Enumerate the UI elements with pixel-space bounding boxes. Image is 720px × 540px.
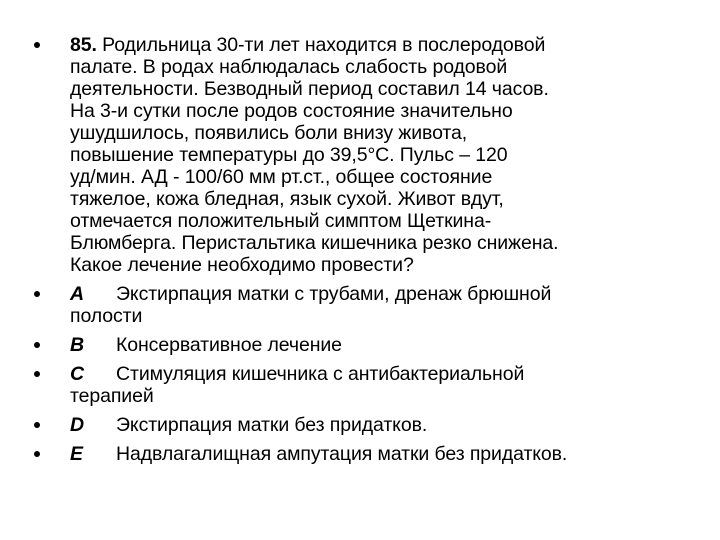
question-line-5: ушудшилось, появились боли внизу живота, (70, 122, 468, 144)
option-text: Стимуляция кишечника с антибактериальной (116, 363, 525, 385)
option-text-continued: полости (70, 305, 143, 327)
option-letter: C (70, 363, 84, 385)
option-text: Экстирпация матки без придатков. (116, 414, 428, 436)
question-line-8: тяжелое, кожа бледная, язык сухой. Живот вдут, (70, 188, 504, 210)
bullet-icon (34, 42, 40, 48)
bullet-icon (34, 451, 40, 457)
question-line-1: 85. Родильница 30-ти лет находится в послеродовой (70, 34, 546, 56)
question-line-9: отмечается положительный симптом Щеткина- (70, 210, 492, 232)
option-a (34, 283, 696, 327)
question-item (34, 34, 696, 276)
question-line-11: Какое лечение необходимо провести? (70, 254, 414, 276)
option-c (34, 363, 696, 407)
option-text-continued: терапией (70, 385, 154, 407)
question-line-4: На 3-и сутки после родов состояние значительно (70, 100, 513, 122)
option-text: Экстирпация матки с трубами, дренаж брюшной (116, 283, 552, 305)
bullet-icon (34, 371, 40, 377)
question-line-10: Блюмберга. Перистальтика кишечника резко снижена. (70, 232, 559, 254)
option-text: Консервативное лечение (116, 334, 342, 356)
question-number: 85. (70, 34, 97, 56)
option-d (34, 414, 696, 436)
bullet-icon (34, 291, 40, 297)
option-b (34, 334, 696, 356)
option-letter: B (70, 334, 84, 356)
option-letter: E (70, 443, 83, 465)
option-letter: D (70, 414, 84, 436)
option-text: Надвлагалищная ампутация матки без придатков. (116, 443, 568, 465)
question-line-7: уд/мин. АД - 100/60 мм рт.ст., общее состояние (70, 166, 493, 188)
option-e (34, 443, 696, 465)
question-line-2: палате. В родах наблюдалась слабость родовой (70, 56, 508, 78)
question-list (34, 34, 696, 465)
question-line-6: повышение температуры до 39,5°С. Пульс – 120 (70, 144, 508, 166)
option-letter: A (70, 283, 84, 305)
question-line-3: деятельности. Безводный период составил 14 часов. (70, 78, 549, 100)
bullet-icon (34, 342, 40, 348)
bullet-icon (34, 422, 40, 428)
